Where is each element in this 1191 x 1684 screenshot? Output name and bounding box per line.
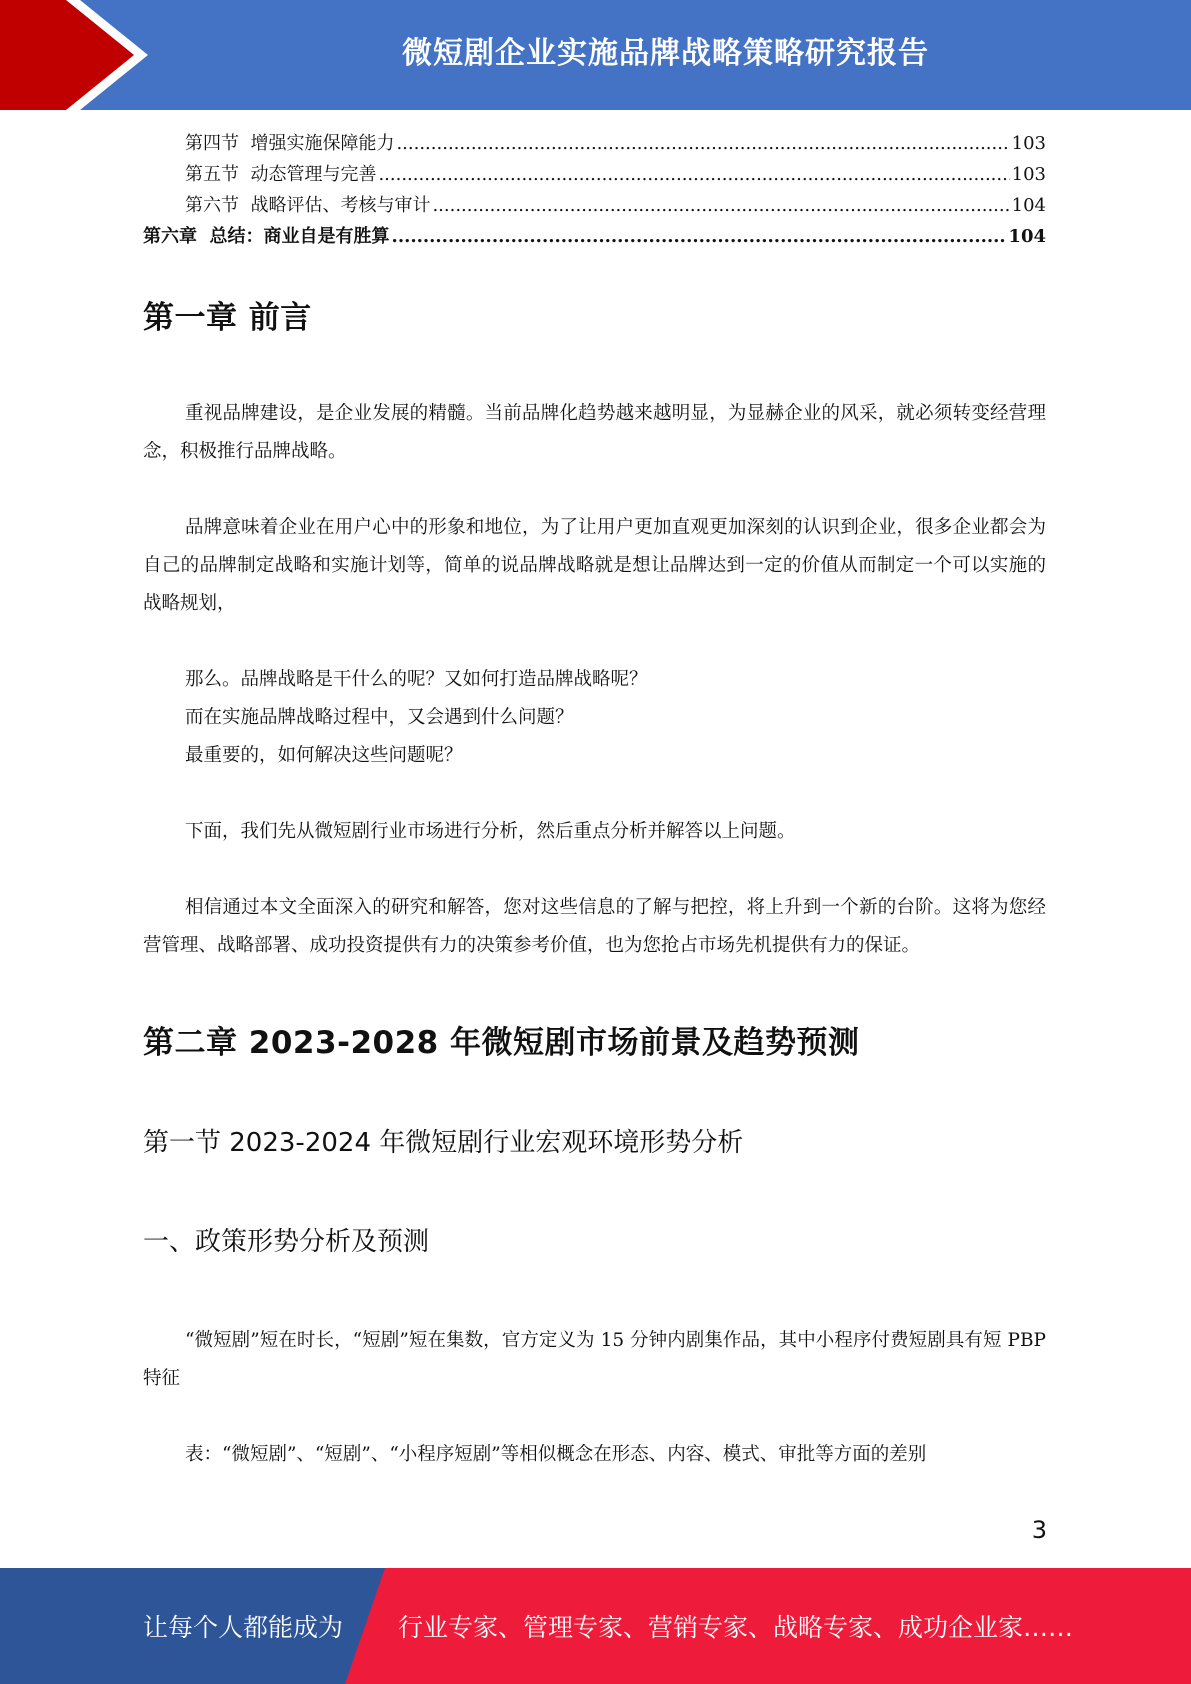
chapter-2-body <box>143 1322 1046 1474</box>
chapter-1-body <box>143 395 1046 965</box>
paragraph: 重视品牌建设，是企业发展的精髓。当前品牌化趋势越来越明显，为显赫企业的风采，就必须转变经营理念，积极推行品牌战略。 <box>143 403 1046 462</box>
chapter-2-heading: 第二章 2023-2028 年微短剧市场前景及趋势预测 <box>143 1025 860 1061</box>
table-of-contents <box>143 128 1046 252</box>
toc-entry-page: 103 <box>1011 164 1046 185</box>
paragraph: 而在实施品牌战略过程中，又会遇到什么问题？ <box>185 707 574 728</box>
toc-entry-label: 第六章 总结：商业自是有胜算 <box>143 226 390 247</box>
paragraph: “微短剧”短在时长，“短剧”短在集数，官方定义为 15 分钟内剧集作品，其中小程序付费短剧具有短 PBP 特征 <box>143 1330 1046 1389</box>
page-header <box>0 0 1191 110</box>
paragraph: 最重要的，如何解决这些问题呢？ <box>185 745 463 766</box>
section-1-heading: 第一节 2023-2024 年微短剧行业宏观环境形势分析 <box>143 1128 744 1158</box>
footer-slogan-left: 让每个人都能成为 <box>143 1613 344 1642</box>
toc-leader-dots <box>378 159 1009 190</box>
toc-entry-label: 第四节 增强实施保障能力 <box>185 133 395 154</box>
toc-entry-page: 103 <box>1011 133 1046 154</box>
document-body <box>143 128 1046 1474</box>
toc-entry[interactable] <box>143 128 1046 159</box>
page-footer <box>0 1568 1191 1684</box>
toc-entry-label: 第五节 动态管理与完善 <box>185 164 377 185</box>
chapter-1-heading: 第一章 前言 <box>143 300 312 336</box>
footer-slogan-right: 行业专家、管理专家、营销专家、战略专家、成功企业家…… <box>398 1613 1074 1642</box>
table-caption: 表：“微短剧”、“短剧”、“小程序短剧”等相似概念在形态、内容、模式、审批等方面的差别 <box>185 1444 927 1465</box>
toc-leader-dots <box>432 190 1009 221</box>
page-number: 3 <box>1031 1516 1047 1544</box>
paragraph: 那么。品牌战略是干什么的呢？又如何打造品牌战略呢？ <box>185 669 648 690</box>
paragraph: 下面，我们先从微短剧行业市场进行分析，然后重点分析并解答以上问题。 <box>185 821 796 842</box>
toc-entry-page: 104 <box>1011 195 1046 216</box>
header-title: 微短剧企业实施品牌战略策略研究报告 <box>402 36 929 71</box>
toc-leader-dots <box>392 221 1007 252</box>
paragraph: 品牌意味着企业在用户心中的形象和地位，为了让用户更加直观更加深刻的认识到企业，很多企业都会为自己的品牌制定战略和实施计划等，简单的说品牌战略就是想让品牌达到一定的价值从而制定一个可以实施的战略规划， <box>143 517 1046 614</box>
toc-entry[interactable] <box>143 190 1046 221</box>
subsection-1-heading: 一、政策形势分析及预测 <box>143 1227 430 1257</box>
toc-entry-label: 第六节 战略评估、考核与审计 <box>185 195 431 216</box>
toc-chapter-entry[interactable] <box>143 221 1046 252</box>
paragraph: 相信通过本文全面深入的研究和解答，您对这些信息的了解与把控，将上升到一个新的台阶。这将为您经营管理、战略部署、成功投资提供有力的决策参考价值，也为您抢占市场先机提供有力的保证。 <box>143 897 1046 956</box>
toc-entry[interactable] <box>143 159 1046 190</box>
toc-entry-page: 104 <box>1008 226 1046 247</box>
toc-leader-dots <box>396 128 1009 159</box>
